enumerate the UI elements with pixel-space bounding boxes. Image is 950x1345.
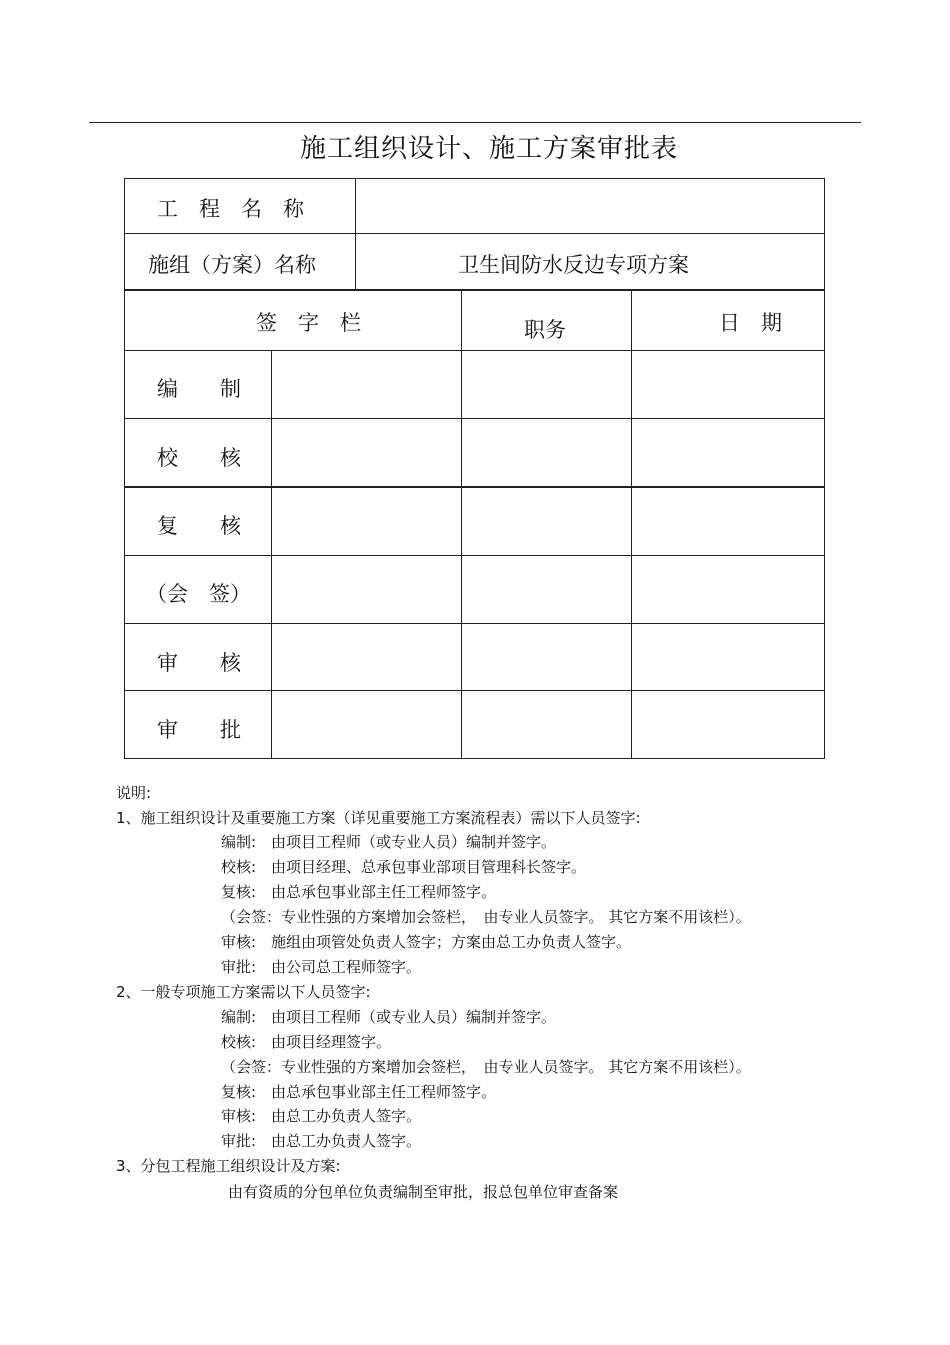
notes-heading: 说明:	[116, 784, 152, 802]
notes-item: （会签：专业性强的方案增加会签栏， 由专业人员签字。 其它方案不用该栏）。	[221, 1058, 751, 1076]
row-label-check: 校 核	[157, 446, 241, 470]
row-line	[124, 350, 825, 351]
plan-name-label: 施组（方案）名称	[148, 253, 316, 277]
notes-item: 校核: 由项目经理签字。	[221, 1033, 392, 1051]
row-line	[124, 418, 825, 419]
notes-section-2: 2、一般专项施工方案需以下人员签字:	[116, 983, 371, 1001]
col-divider-date	[631, 290, 632, 759]
top-rule	[89, 122, 861, 123]
row-line	[124, 555, 825, 556]
notes-item: 审核: 施组由项管处负责人签字；方案由总工办负责人签字。	[221, 933, 632, 951]
col-divider-post	[461, 290, 462, 759]
notes-item: 复核: 由总承包事业部主任工程师签字。	[221, 883, 497, 901]
info-col-divider	[355, 178, 356, 290]
notes-section-3: 3、分包工程施工组织设计及方案:	[116, 1157, 341, 1175]
row-label-countersign: （会 签）	[146, 582, 251, 606]
notes-item: 审批: 由总工办负责人签字。	[221, 1132, 422, 1150]
notes-item: 审核: 由总工办负责人签字。	[221, 1107, 422, 1125]
plan-name-value: 卫生间防水反边专项方案	[458, 253, 689, 277]
notes-section-1: 1、施工组织设计及重要施工方案（详见重要施工方案流程表）需以下人员签字:	[116, 809, 641, 827]
row-line	[124, 623, 825, 624]
row-line	[124, 690, 825, 691]
notes-item: 复核: 由总承包事业部主任工程师签字。	[221, 1083, 497, 1101]
row-label-approve: 审 批	[157, 718, 241, 742]
header-date: 日 期	[719, 311, 782, 335]
notes-item: 编制: 由项目工程师（或专业人员）编制并签字。	[221, 833, 557, 851]
notes-item: 审批: 由公司总工程师签字。	[221, 958, 422, 976]
row-line	[124, 486, 825, 488]
notes-item: 编制: 由项目工程师（或专业人员）编制并签字。	[221, 1008, 557, 1026]
notes-item: （会签：专业性强的方案增加会签栏， 由专业人员签字。 其它方案不用该栏）。	[221, 908, 751, 926]
row-label-compile: 编 制	[157, 377, 241, 401]
info-divider	[124, 233, 825, 234]
project-name-label: 工 程 名 称	[157, 197, 304, 221]
notes-item: 由有资质的分包单位负责编制至审批，报总包单位审查备案	[228, 1183, 619, 1201]
notes-item: 校核: 由项目经理、总承包事业部项目管理科长签字。	[221, 858, 587, 876]
row-label-review: 审 核	[157, 651, 241, 675]
header-sign: 签 字 栏	[256, 311, 361, 335]
row-label-recheck: 复 核	[157, 514, 241, 538]
page-title: 施工组织设计、施工方案审批表	[299, 134, 678, 164]
header-post: 职务	[524, 318, 566, 342]
